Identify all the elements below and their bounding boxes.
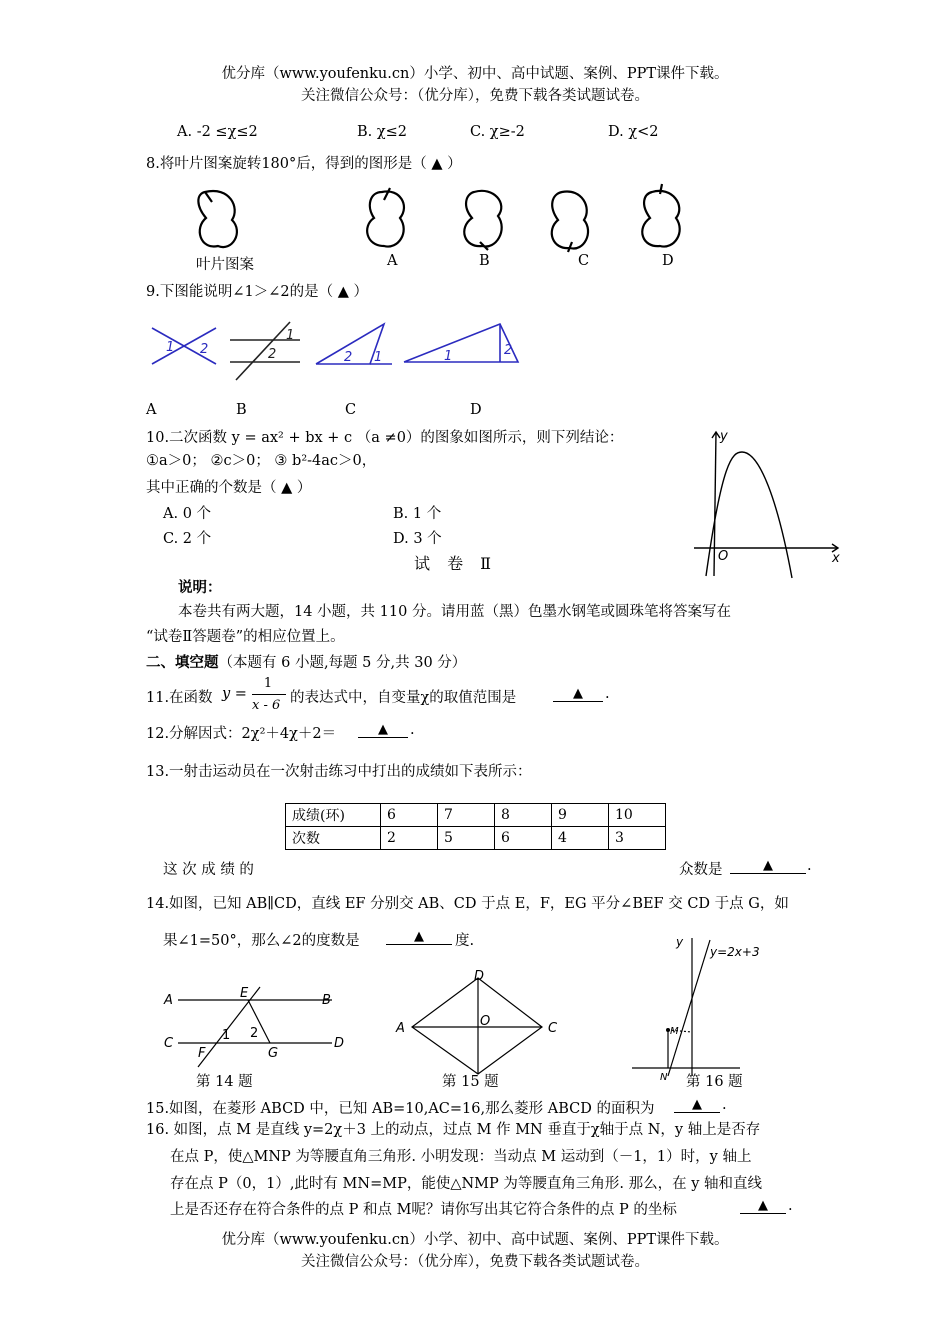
q13-text: 13.一射击运动员在一次射击练习中打出的成绩如下表所示： bbox=[146, 764, 532, 780]
leaf-a bbox=[367, 188, 404, 247]
f16-y: y bbox=[676, 935, 684, 949]
q7-option-c: C. χ≥-2 bbox=[470, 124, 525, 140]
q10-option-a: A. 0 个 bbox=[163, 506, 212, 522]
q13-answer-blank[interactable]: ▲ bbox=[730, 858, 806, 874]
f15-A: A bbox=[396, 1021, 405, 1036]
f15-C: C bbox=[548, 1021, 558, 1036]
q13-score-table bbox=[285, 803, 666, 850]
q7-option-d: D. χ<2 bbox=[608, 124, 659, 140]
table-cell: 10 bbox=[609, 804, 666, 827]
q7-option-a: A. -2 ≤χ≤2 bbox=[177, 124, 258, 140]
q7-option-b: B. χ≤2 bbox=[357, 124, 408, 140]
figure-14 bbox=[160, 985, 360, 1075]
f14-G: G bbox=[268, 1046, 279, 1061]
q12-answer-blank[interactable]: ▲ bbox=[358, 722, 408, 738]
table-cell: 9 bbox=[552, 804, 609, 827]
q11-end: . bbox=[605, 686, 610, 702]
f14-E: E bbox=[240, 986, 249, 1001]
q13-after-left: 这 次 成 绩 的 bbox=[163, 862, 254, 878]
footer-line-2: 关注微信公众号：（优分库），免费下载各类试题试卷。 bbox=[301, 1254, 649, 1270]
table-cell: 成绩(环) bbox=[286, 804, 381, 827]
figure-15-caption: 第 15 题 bbox=[442, 1074, 499, 1090]
part2-note-line-1: 本卷共有两大题，14 小题，共 110 分。请用蓝（黑）色墨水钢笔或圆珠笔将答案写在 bbox=[178, 604, 731, 620]
q14-line-2-post: 度. bbox=[455, 933, 475, 949]
q16-line-3: 存在点 P（0，1）,此时有 MN=MP，能使△NMP 为等腰直角三角形. 那么，在 y 轴和直线 bbox=[170, 1176, 762, 1192]
section2-header bbox=[146, 651, 466, 672]
part2-note-title: 说明： bbox=[178, 579, 222, 596]
q9-text: 9.下图能说明∠1＞∠2的是（ ▲ ） bbox=[146, 284, 368, 300]
q14-line-1: 14.如图，已知 AB∥CD，直线 EF 分别交 AB、CD 于点 E，F，EG 平分∠BEF 交 CD 于点 G，如 bbox=[146, 896, 789, 912]
q11-numerator: 1 bbox=[263, 676, 273, 691]
q9-b-num-2: 2 bbox=[268, 347, 277, 362]
q9-angle-figures bbox=[0, 318, 950, 388]
f14-D: D bbox=[334, 1036, 345, 1051]
q8-label-c: C bbox=[578, 253, 590, 269]
q9-a-num-1: 1 bbox=[166, 340, 175, 355]
table-cell: 6 bbox=[381, 804, 438, 827]
q9-a-num-2: 2 bbox=[200, 342, 209, 357]
table-cell: 3 bbox=[609, 827, 666, 850]
q10-graph-x: x bbox=[832, 551, 840, 566]
section2-title: 二、填空题 bbox=[146, 654, 219, 671]
figure-16 bbox=[628, 932, 788, 1082]
q9-c-num-1: 1 bbox=[374, 350, 383, 365]
f14-B: B bbox=[322, 993, 331, 1008]
q10-parabola-graph bbox=[688, 422, 858, 582]
section2-desc: （本题有 6 小题,每题 5 分,共 30 分） bbox=[218, 655, 467, 671]
q8-leaf-figures bbox=[0, 180, 950, 270]
q15-text: 15.如图，在菱形 ABCD 中，已知 AB=10,AC=16,那么菱形 ABCD 的面积为 bbox=[146, 1101, 655, 1117]
q11-suffix: 的表达式中，自变量χ的取值范围是 bbox=[290, 690, 517, 706]
q15-end: . bbox=[722, 1097, 727, 1113]
q9-b-num-1: 1 bbox=[286, 328, 295, 343]
q8-text: 8.将叶片图案旋转180°后，得到的图形是（ ▲ ） bbox=[146, 156, 462, 172]
q10-graph-y: y bbox=[720, 429, 728, 444]
q12-text: 12.分解因式：2χ²＋4χ＋2＝ bbox=[146, 726, 337, 742]
table-cell: 4 bbox=[552, 827, 609, 850]
q9-label-a: A bbox=[146, 402, 157, 418]
part2-title: 试 卷 Ⅱ bbox=[414, 554, 498, 573]
q8-label-original: 叶片图案 bbox=[196, 257, 254, 273]
table-cell: 6 bbox=[495, 827, 552, 850]
q11-prefix: 11.在函数 bbox=[146, 690, 213, 706]
q11-fraction-bar bbox=[252, 694, 286, 695]
q10-option-d: D. 3 个 bbox=[393, 531, 442, 547]
q10-line-1: 10.二次函数 y = ax² + bx + c （a ≠0）的图象如图所示，则下列结论： bbox=[146, 430, 624, 446]
q13-after-right: 众数是 bbox=[679, 862, 723, 878]
q14-answer-blank[interactable]: ▲ bbox=[386, 929, 452, 945]
q15-answer-blank[interactable]: ▲ bbox=[674, 1097, 720, 1113]
f15-D: D bbox=[474, 969, 485, 984]
q11-answer-blank[interactable]: ▲ bbox=[553, 686, 603, 702]
f14-A: A bbox=[164, 993, 173, 1008]
q9-label-c: C bbox=[345, 402, 357, 418]
q9-label-b: B bbox=[236, 402, 247, 418]
figure-14-caption: 第 14 题 bbox=[196, 1074, 253, 1090]
header-line-2: 关注微信公众号：（优分库），免费下载各类试题试卷。 bbox=[301, 88, 649, 104]
leaf-d bbox=[642, 184, 679, 247]
f16-line: y=2x+3 bbox=[710, 945, 760, 959]
f14-n2: 2 bbox=[250, 1026, 259, 1041]
f14-C: C bbox=[164, 1036, 174, 1051]
q9-d-num-2: 2 bbox=[504, 343, 513, 358]
q8-label-d: D bbox=[662, 253, 674, 269]
q11-denominator: x - 6 bbox=[252, 698, 281, 713]
leaf-c bbox=[552, 191, 588, 252]
f16-M: M bbox=[670, 1026, 679, 1037]
f14-n1: 1 bbox=[222, 1028, 231, 1043]
q9-label-d: D bbox=[470, 402, 482, 418]
q11-y: y = bbox=[222, 686, 247, 702]
q16-line-4-pre: 上是否还存在符合条件的点 P 和点 M呢？请你写出其它符合条件的点 P 的坐标 bbox=[170, 1202, 677, 1218]
f14-F: F bbox=[198, 1046, 206, 1061]
q16-end: . bbox=[788, 1198, 793, 1214]
q13-end: . bbox=[807, 858, 812, 874]
leaf-b bbox=[464, 191, 501, 250]
table-cell: 8 bbox=[495, 804, 552, 827]
f16-N: N bbox=[660, 1072, 668, 1083]
table-row bbox=[286, 827, 666, 850]
figure-16-caption: 第 16 题 bbox=[686, 1074, 743, 1090]
q16-answer-blank[interactable]: ▲ bbox=[740, 1198, 786, 1214]
q10-option-c: C. 2 个 bbox=[163, 531, 212, 547]
q10-option-b: B. 1 个 bbox=[393, 506, 442, 522]
part2-note-line-2: “试卷Ⅱ答题卷”的相应位置上。 bbox=[146, 629, 345, 645]
table-cell: 7 bbox=[438, 804, 495, 827]
q8-label-a: A bbox=[387, 253, 398, 269]
table-cell: 5 bbox=[438, 827, 495, 850]
leaf-original bbox=[198, 191, 237, 247]
q10-line-2: ①a＞0； ②c＞0； ③ b²-4ac＞0， bbox=[146, 453, 377, 469]
q8-label-b: B bbox=[479, 253, 490, 269]
q16-line-1: 16. 如图，点 M 是直线 y=2χ＋3 上的动点，过点 M 作 MN 垂直于χ轴于点 N，y 轴上是否存 bbox=[146, 1122, 761, 1138]
figure-15 bbox=[392, 968, 592, 1078]
header-line-1: 优分库（www.youfenku.cn）小学、初中、高中试题、案例、PPT课件下载。 bbox=[221, 66, 729, 82]
table-cell: 2 bbox=[381, 827, 438, 850]
q10-graph-origin: O bbox=[718, 549, 729, 564]
footer-line-1: 优分库（www.youfenku.cn）小学、初中、高中试题、案例、PPT课件下载。 bbox=[221, 1232, 729, 1248]
q12-end: . bbox=[410, 722, 415, 738]
f15-O: O bbox=[480, 1014, 491, 1029]
table-cell: 次数 bbox=[286, 827, 381, 850]
q10-line-3: 其中正确的个数是（ ▲ ） bbox=[146, 480, 312, 496]
q9-d-num-1: 1 bbox=[444, 349, 453, 364]
q9-c-num-2: 2 bbox=[344, 350, 353, 365]
q14-line-2-pre: 果∠1=50°，那么∠2的度数是 bbox=[163, 933, 360, 949]
table-row bbox=[286, 804, 666, 827]
q16-line-2: 在点 P，使△MNP 为等腰直角三角形. 小明发现：当动点 M 运动到（－1，1）时，y 轴上 bbox=[170, 1149, 752, 1165]
